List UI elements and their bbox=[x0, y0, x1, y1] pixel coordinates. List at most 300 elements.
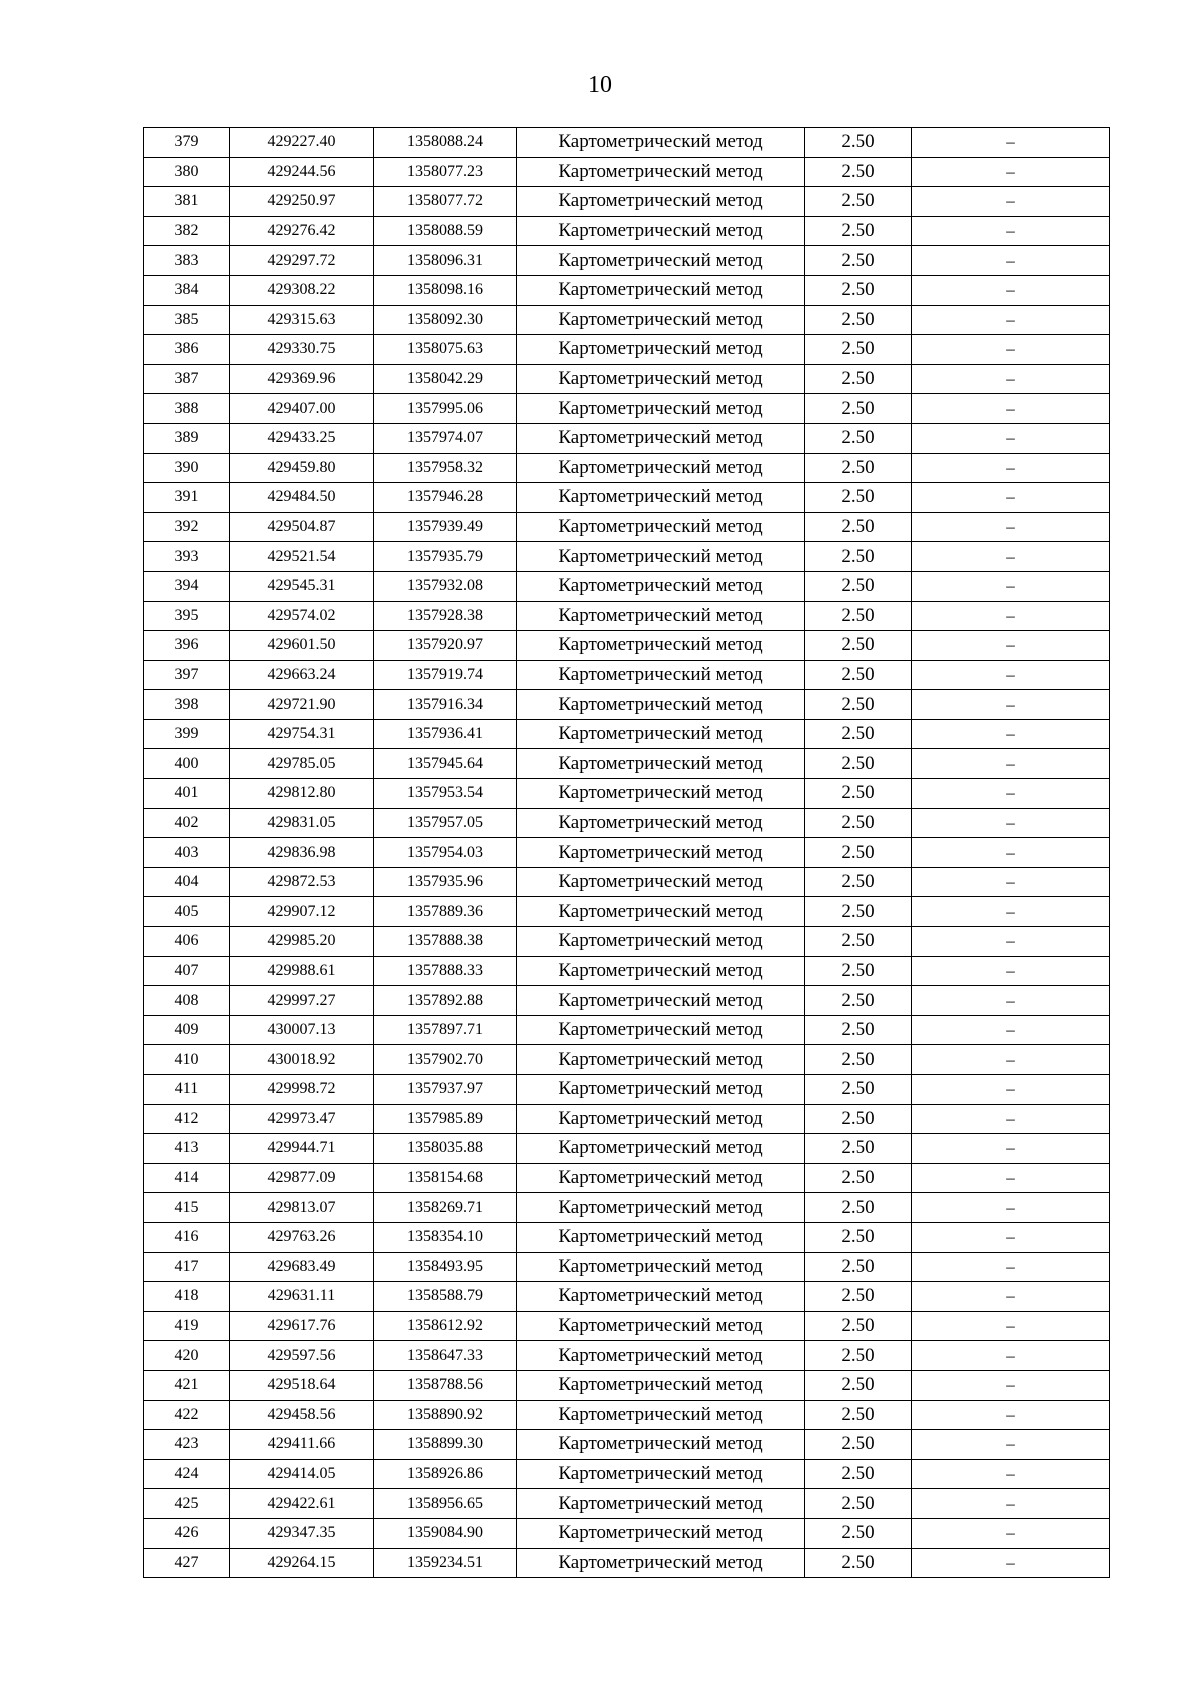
y-coordinate-cell: 1358269.71 bbox=[374, 1193, 517, 1223]
y-coordinate-cell: 1358088.24 bbox=[374, 128, 517, 158]
point-number-cell: 411 bbox=[144, 1075, 230, 1105]
y-coordinate-cell: 1357946.28 bbox=[374, 483, 517, 513]
point-number-cell: 401 bbox=[144, 779, 230, 809]
accuracy-cell: 2.50 bbox=[805, 394, 912, 424]
description-cell: – bbox=[912, 1015, 1110, 1045]
description-cell: – bbox=[912, 1193, 1110, 1223]
accuracy-cell: 2.50 bbox=[805, 275, 912, 305]
table-row bbox=[144, 838, 1110, 868]
point-number-cell: 423 bbox=[144, 1430, 230, 1460]
description-cell: – bbox=[912, 1282, 1110, 1312]
table-row bbox=[144, 1252, 1110, 1282]
table-row bbox=[144, 542, 1110, 572]
accuracy-cell: 2.50 bbox=[805, 157, 912, 187]
method-cell: Картометрический метод bbox=[517, 867, 805, 897]
x-coordinate-cell: 429907.12 bbox=[230, 897, 374, 927]
accuracy-cell: 2.50 bbox=[805, 897, 912, 927]
y-coordinate-cell: 1359234.51 bbox=[374, 1548, 517, 1578]
point-number-cell: 387 bbox=[144, 364, 230, 394]
method-cell: Картометрический метод bbox=[517, 838, 805, 868]
accuracy-cell: 2.50 bbox=[805, 1015, 912, 1045]
point-number-cell: 399 bbox=[144, 719, 230, 749]
table-row bbox=[144, 275, 1110, 305]
point-number-cell: 379 bbox=[144, 128, 230, 158]
method-cell: Картометрический метод bbox=[517, 927, 805, 957]
accuracy-cell: 2.50 bbox=[805, 1075, 912, 1105]
point-number-cell: 427 bbox=[144, 1548, 230, 1578]
point-number-cell: 421 bbox=[144, 1370, 230, 1400]
description-cell: – bbox=[912, 808, 1110, 838]
description-cell: – bbox=[912, 1518, 1110, 1548]
x-coordinate-cell: 429998.72 bbox=[230, 1075, 374, 1105]
accuracy-cell: 2.50 bbox=[805, 512, 912, 542]
description-cell: – bbox=[912, 246, 1110, 276]
table-row bbox=[144, 246, 1110, 276]
x-coordinate-cell: 429988.61 bbox=[230, 956, 374, 986]
table-row bbox=[144, 660, 1110, 690]
method-cell: Картометрический метод bbox=[517, 275, 805, 305]
description-cell: – bbox=[912, 749, 1110, 779]
point-number-cell: 406 bbox=[144, 927, 230, 957]
x-coordinate-cell: 429872.53 bbox=[230, 867, 374, 897]
y-coordinate-cell: 1357985.89 bbox=[374, 1104, 517, 1134]
point-number-cell: 392 bbox=[144, 512, 230, 542]
description-cell: – bbox=[912, 305, 1110, 335]
y-coordinate-cell: 1357892.88 bbox=[374, 986, 517, 1016]
method-cell: Картометрический метод bbox=[517, 1459, 805, 1489]
x-coordinate-cell: 429877.09 bbox=[230, 1163, 374, 1193]
method-cell: Картометрический метод bbox=[517, 1400, 805, 1430]
y-coordinate-cell: 1358788.56 bbox=[374, 1370, 517, 1400]
table-row bbox=[144, 1193, 1110, 1223]
y-coordinate-cell: 1357928.38 bbox=[374, 601, 517, 631]
y-coordinate-cell: 1358588.79 bbox=[374, 1282, 517, 1312]
coordinates-table bbox=[143, 127, 1110, 1578]
point-number-cell: 393 bbox=[144, 542, 230, 572]
y-coordinate-cell: 1358493.95 bbox=[374, 1252, 517, 1282]
description-cell: – bbox=[912, 483, 1110, 513]
point-number-cell: 424 bbox=[144, 1459, 230, 1489]
description-cell: – bbox=[912, 394, 1110, 424]
description-cell: – bbox=[912, 1548, 1110, 1578]
table-row bbox=[144, 305, 1110, 335]
x-coordinate-cell: 429422.61 bbox=[230, 1489, 374, 1519]
x-coordinate-cell: 429545.31 bbox=[230, 571, 374, 601]
table-row bbox=[144, 1045, 1110, 1075]
method-cell: Картометрический метод bbox=[517, 1134, 805, 1164]
accuracy-cell: 2.50 bbox=[805, 483, 912, 513]
x-coordinate-cell: 429518.64 bbox=[230, 1370, 374, 1400]
y-coordinate-cell: 1357888.33 bbox=[374, 956, 517, 986]
description-cell: – bbox=[912, 187, 1110, 217]
point-number-cell: 404 bbox=[144, 867, 230, 897]
x-coordinate-cell: 429973.47 bbox=[230, 1104, 374, 1134]
x-coordinate-cell: 429264.15 bbox=[230, 1548, 374, 1578]
description-cell: – bbox=[912, 364, 1110, 394]
accuracy-cell: 2.50 bbox=[805, 690, 912, 720]
accuracy-cell: 2.50 bbox=[805, 1400, 912, 1430]
point-number-cell: 420 bbox=[144, 1341, 230, 1371]
method-cell: Картометрический метод bbox=[517, 542, 805, 572]
y-coordinate-cell: 1357888.38 bbox=[374, 927, 517, 957]
x-coordinate-cell: 429597.56 bbox=[230, 1341, 374, 1371]
description-cell: – bbox=[912, 1459, 1110, 1489]
x-coordinate-cell: 429944.71 bbox=[230, 1134, 374, 1164]
description-cell: – bbox=[912, 1134, 1110, 1164]
y-coordinate-cell: 1358075.63 bbox=[374, 335, 517, 365]
x-coordinate-cell: 429631.11 bbox=[230, 1282, 374, 1312]
x-coordinate-cell: 429763.26 bbox=[230, 1222, 374, 1252]
table-row bbox=[144, 1104, 1110, 1134]
point-number-cell: 380 bbox=[144, 157, 230, 187]
description-cell: – bbox=[912, 986, 1110, 1016]
table-row bbox=[144, 187, 1110, 217]
y-coordinate-cell: 1357919.74 bbox=[374, 660, 517, 690]
accuracy-cell: 2.50 bbox=[805, 1252, 912, 1282]
method-cell: Картометрический метод bbox=[517, 719, 805, 749]
point-number-cell: 422 bbox=[144, 1400, 230, 1430]
x-coordinate-cell: 429369.96 bbox=[230, 364, 374, 394]
method-cell: Картометрический метод bbox=[517, 157, 805, 187]
point-number-cell: 394 bbox=[144, 571, 230, 601]
x-coordinate-cell: 429836.98 bbox=[230, 838, 374, 868]
description-cell: – bbox=[912, 1252, 1110, 1282]
table-row bbox=[144, 867, 1110, 897]
y-coordinate-cell: 1358154.68 bbox=[374, 1163, 517, 1193]
table-row bbox=[144, 335, 1110, 365]
table-row bbox=[144, 1075, 1110, 1105]
x-coordinate-cell: 429721.90 bbox=[230, 690, 374, 720]
description-cell: – bbox=[912, 335, 1110, 365]
description-cell: – bbox=[912, 1104, 1110, 1134]
method-cell: Картометрический метод bbox=[517, 483, 805, 513]
description-cell: – bbox=[912, 897, 1110, 927]
x-coordinate-cell: 430018.92 bbox=[230, 1045, 374, 1075]
table-row bbox=[144, 216, 1110, 246]
accuracy-cell: 2.50 bbox=[805, 808, 912, 838]
y-coordinate-cell: 1357939.49 bbox=[374, 512, 517, 542]
description-cell: – bbox=[912, 1075, 1110, 1105]
x-coordinate-cell: 429617.76 bbox=[230, 1311, 374, 1341]
accuracy-cell: 2.50 bbox=[805, 631, 912, 661]
description-cell: – bbox=[912, 631, 1110, 661]
method-cell: Картометрический метод bbox=[517, 1015, 805, 1045]
table-row bbox=[144, 1518, 1110, 1548]
method-cell: Картометрический метод bbox=[517, 808, 805, 838]
y-coordinate-cell: 1357937.97 bbox=[374, 1075, 517, 1105]
accuracy-cell: 2.50 bbox=[805, 1341, 912, 1371]
description-cell: – bbox=[912, 719, 1110, 749]
method-cell: Картометрический метод bbox=[517, 1193, 805, 1223]
description-cell: – bbox=[912, 275, 1110, 305]
y-coordinate-cell: 1358088.59 bbox=[374, 216, 517, 246]
point-number-cell: 410 bbox=[144, 1045, 230, 1075]
y-coordinate-cell: 1358612.92 bbox=[374, 1311, 517, 1341]
accuracy-cell: 2.50 bbox=[805, 838, 912, 868]
y-coordinate-cell: 1358042.29 bbox=[374, 364, 517, 394]
table-row bbox=[144, 927, 1110, 957]
method-cell: Картометрический метод bbox=[517, 1311, 805, 1341]
table-row bbox=[144, 986, 1110, 1016]
table-row bbox=[144, 631, 1110, 661]
y-coordinate-cell: 1357902.70 bbox=[374, 1045, 517, 1075]
point-number-cell: 403 bbox=[144, 838, 230, 868]
x-coordinate-cell: 429458.56 bbox=[230, 1400, 374, 1430]
table-row bbox=[144, 956, 1110, 986]
table-row bbox=[144, 779, 1110, 809]
description-cell: – bbox=[912, 512, 1110, 542]
method-cell: Картометрический метод bbox=[517, 1370, 805, 1400]
table-row bbox=[144, 1311, 1110, 1341]
point-number-cell: 418 bbox=[144, 1282, 230, 1312]
y-coordinate-cell: 1357935.79 bbox=[374, 542, 517, 572]
point-number-cell: 417 bbox=[144, 1252, 230, 1282]
method-cell: Картометрический метод bbox=[517, 453, 805, 483]
page-number: 10 bbox=[588, 72, 612, 98]
table-row bbox=[144, 1459, 1110, 1489]
method-cell: Картометрический метод bbox=[517, 305, 805, 335]
accuracy-cell: 2.50 bbox=[805, 1311, 912, 1341]
accuracy-cell: 2.50 bbox=[805, 423, 912, 453]
method-cell: Картометрический метод bbox=[517, 187, 805, 217]
y-coordinate-cell: 1358092.30 bbox=[374, 305, 517, 335]
x-coordinate-cell: 429250.97 bbox=[230, 187, 374, 217]
point-number-cell: 407 bbox=[144, 956, 230, 986]
y-coordinate-cell: 1357958.32 bbox=[374, 453, 517, 483]
method-cell: Картометрический метод bbox=[517, 1430, 805, 1460]
method-cell: Картометрический метод bbox=[517, 897, 805, 927]
y-coordinate-cell: 1358077.23 bbox=[374, 157, 517, 187]
method-cell: Картометрический метод bbox=[517, 1252, 805, 1282]
x-coordinate-cell: 429315.63 bbox=[230, 305, 374, 335]
point-number-cell: 382 bbox=[144, 216, 230, 246]
description-cell: – bbox=[912, 128, 1110, 158]
accuracy-cell: 2.50 bbox=[805, 779, 912, 809]
x-coordinate-cell: 429347.35 bbox=[230, 1518, 374, 1548]
x-coordinate-cell: 429813.07 bbox=[230, 1193, 374, 1223]
y-coordinate-cell: 1357974.07 bbox=[374, 423, 517, 453]
method-cell: Картометрический метод bbox=[517, 1075, 805, 1105]
method-cell: Картометрический метод bbox=[517, 364, 805, 394]
y-coordinate-cell: 1357920.97 bbox=[374, 631, 517, 661]
accuracy-cell: 2.50 bbox=[805, 601, 912, 631]
accuracy-cell: 2.50 bbox=[805, 335, 912, 365]
table-row bbox=[144, 690, 1110, 720]
point-number-cell: 390 bbox=[144, 453, 230, 483]
table-row bbox=[144, 1163, 1110, 1193]
x-coordinate-cell: 429244.56 bbox=[230, 157, 374, 187]
description-cell: – bbox=[912, 1341, 1110, 1371]
x-coordinate-cell: 429414.05 bbox=[230, 1459, 374, 1489]
method-cell: Картометрический метод bbox=[517, 423, 805, 453]
table-row bbox=[144, 749, 1110, 779]
table-row bbox=[144, 453, 1110, 483]
table-row bbox=[144, 1548, 1110, 1578]
table-row bbox=[144, 1341, 1110, 1371]
x-coordinate-cell: 429297.72 bbox=[230, 246, 374, 276]
point-number-cell: 426 bbox=[144, 1518, 230, 1548]
y-coordinate-cell: 1357935.96 bbox=[374, 867, 517, 897]
method-cell: Картометрический метод bbox=[517, 571, 805, 601]
description-cell: – bbox=[912, 453, 1110, 483]
y-coordinate-cell: 1358354.10 bbox=[374, 1222, 517, 1252]
description-cell: – bbox=[912, 838, 1110, 868]
accuracy-cell: 2.50 bbox=[805, 187, 912, 217]
accuracy-cell: 2.50 bbox=[805, 542, 912, 572]
point-number-cell: 386 bbox=[144, 335, 230, 365]
point-number-cell: 381 bbox=[144, 187, 230, 217]
method-cell: Картометрический метод bbox=[517, 1282, 805, 1312]
table-row bbox=[144, 128, 1110, 158]
accuracy-cell: 2.50 bbox=[805, 1163, 912, 1193]
y-coordinate-cell: 1358899.30 bbox=[374, 1430, 517, 1460]
table-row bbox=[144, 157, 1110, 187]
x-coordinate-cell: 429459.80 bbox=[230, 453, 374, 483]
accuracy-cell: 2.50 bbox=[805, 1518, 912, 1548]
accuracy-cell: 2.50 bbox=[805, 128, 912, 158]
accuracy-cell: 2.50 bbox=[805, 571, 912, 601]
table-row bbox=[144, 364, 1110, 394]
description-cell: – bbox=[912, 1311, 1110, 1341]
accuracy-cell: 2.50 bbox=[805, 1459, 912, 1489]
accuracy-cell: 2.50 bbox=[805, 305, 912, 335]
point-number-cell: 402 bbox=[144, 808, 230, 838]
description-cell: – bbox=[912, 542, 1110, 572]
method-cell: Картометрический метод bbox=[517, 660, 805, 690]
point-number-cell: 408 bbox=[144, 986, 230, 1016]
method-cell: Картометрический метод bbox=[517, 246, 805, 276]
description-cell: – bbox=[912, 1222, 1110, 1252]
x-coordinate-cell: 429831.05 bbox=[230, 808, 374, 838]
method-cell: Картометрический метод bbox=[517, 394, 805, 424]
point-number-cell: 400 bbox=[144, 749, 230, 779]
accuracy-cell: 2.50 bbox=[805, 1548, 912, 1578]
accuracy-cell: 2.50 bbox=[805, 749, 912, 779]
y-coordinate-cell: 1358647.33 bbox=[374, 1341, 517, 1371]
table-row bbox=[144, 512, 1110, 542]
x-coordinate-cell: 429330.75 bbox=[230, 335, 374, 365]
method-cell: Картометрический метод bbox=[517, 779, 805, 809]
method-cell: Картометрический метод bbox=[517, 335, 805, 365]
method-cell: Картометрический метод bbox=[517, 128, 805, 158]
y-coordinate-cell: 1357916.34 bbox=[374, 690, 517, 720]
table-row bbox=[144, 1222, 1110, 1252]
table-row bbox=[144, 1134, 1110, 1164]
accuracy-cell: 2.50 bbox=[805, 1045, 912, 1075]
method-cell: Картометрический метод bbox=[517, 631, 805, 661]
point-number-cell: 385 bbox=[144, 305, 230, 335]
accuracy-cell: 2.50 bbox=[805, 1430, 912, 1460]
point-number-cell: 398 bbox=[144, 690, 230, 720]
table-row bbox=[144, 394, 1110, 424]
table-row bbox=[144, 1015, 1110, 1045]
method-cell: Картометрический метод bbox=[517, 749, 805, 779]
accuracy-cell: 2.50 bbox=[805, 986, 912, 1016]
point-number-cell: 384 bbox=[144, 275, 230, 305]
point-number-cell: 412 bbox=[144, 1104, 230, 1134]
accuracy-cell: 2.50 bbox=[805, 1193, 912, 1223]
accuracy-cell: 2.50 bbox=[805, 1222, 912, 1252]
description-cell: – bbox=[912, 660, 1110, 690]
point-number-cell: 415 bbox=[144, 1193, 230, 1223]
x-coordinate-cell: 429227.40 bbox=[230, 128, 374, 158]
accuracy-cell: 2.50 bbox=[805, 867, 912, 897]
x-coordinate-cell: 429997.27 bbox=[230, 986, 374, 1016]
point-number-cell: 414 bbox=[144, 1163, 230, 1193]
method-cell: Картометрический метод bbox=[517, 1518, 805, 1548]
point-number-cell: 391 bbox=[144, 483, 230, 513]
y-coordinate-cell: 1357936.41 bbox=[374, 719, 517, 749]
accuracy-cell: 2.50 bbox=[805, 1134, 912, 1164]
x-coordinate-cell: 429504.87 bbox=[230, 512, 374, 542]
method-cell: Картометрический метод bbox=[517, 956, 805, 986]
description-cell: – bbox=[912, 1400, 1110, 1430]
x-coordinate-cell: 429407.00 bbox=[230, 394, 374, 424]
method-cell: Картометрический метод bbox=[517, 690, 805, 720]
description-cell: – bbox=[912, 1163, 1110, 1193]
x-coordinate-cell: 429276.42 bbox=[230, 216, 374, 246]
description-cell: – bbox=[912, 1430, 1110, 1460]
x-coordinate-cell: 429433.25 bbox=[230, 423, 374, 453]
y-coordinate-cell: 1359084.90 bbox=[374, 1518, 517, 1548]
point-number-cell: 388 bbox=[144, 394, 230, 424]
description-cell: – bbox=[912, 1489, 1110, 1519]
y-coordinate-cell: 1358926.86 bbox=[374, 1459, 517, 1489]
y-coordinate-cell: 1357995.06 bbox=[374, 394, 517, 424]
table-row bbox=[144, 1370, 1110, 1400]
method-cell: Картометрический метод bbox=[517, 1045, 805, 1075]
x-coordinate-cell: 429574.02 bbox=[230, 601, 374, 631]
accuracy-cell: 2.50 bbox=[805, 453, 912, 483]
description-cell: – bbox=[912, 571, 1110, 601]
x-coordinate-cell: 429985.20 bbox=[230, 927, 374, 957]
description-cell: – bbox=[912, 927, 1110, 957]
y-coordinate-cell: 1358035.88 bbox=[374, 1134, 517, 1164]
table-row bbox=[144, 601, 1110, 631]
table-row bbox=[144, 808, 1110, 838]
point-number-cell: 389 bbox=[144, 423, 230, 453]
accuracy-cell: 2.50 bbox=[805, 1370, 912, 1400]
description-cell: – bbox=[912, 157, 1110, 187]
table-row bbox=[144, 423, 1110, 453]
point-number-cell: 383 bbox=[144, 246, 230, 276]
y-coordinate-cell: 1357957.05 bbox=[374, 808, 517, 838]
x-coordinate-cell: 429521.54 bbox=[230, 542, 374, 572]
point-number-cell: 395 bbox=[144, 601, 230, 631]
method-cell: Картометрический метод bbox=[517, 601, 805, 631]
method-cell: Картометрический метод bbox=[517, 512, 805, 542]
x-coordinate-cell: 429754.31 bbox=[230, 719, 374, 749]
accuracy-cell: 2.50 bbox=[805, 660, 912, 690]
x-coordinate-cell: 429812.80 bbox=[230, 779, 374, 809]
y-coordinate-cell: 1357897.71 bbox=[374, 1015, 517, 1045]
x-coordinate-cell: 429601.50 bbox=[230, 631, 374, 661]
table-row bbox=[144, 897, 1110, 927]
table-row bbox=[144, 483, 1110, 513]
point-number-cell: 413 bbox=[144, 1134, 230, 1164]
table-row bbox=[144, 1282, 1110, 1312]
accuracy-cell: 2.50 bbox=[805, 216, 912, 246]
x-coordinate-cell: 430007.13 bbox=[230, 1015, 374, 1045]
method-cell: Картометрический метод bbox=[517, 1341, 805, 1371]
table-row bbox=[144, 1489, 1110, 1519]
x-coordinate-cell: 429663.24 bbox=[230, 660, 374, 690]
point-number-cell: 419 bbox=[144, 1311, 230, 1341]
accuracy-cell: 2.50 bbox=[805, 1282, 912, 1312]
description-cell: – bbox=[912, 690, 1110, 720]
x-coordinate-cell: 429683.49 bbox=[230, 1252, 374, 1282]
accuracy-cell: 2.50 bbox=[805, 1104, 912, 1134]
